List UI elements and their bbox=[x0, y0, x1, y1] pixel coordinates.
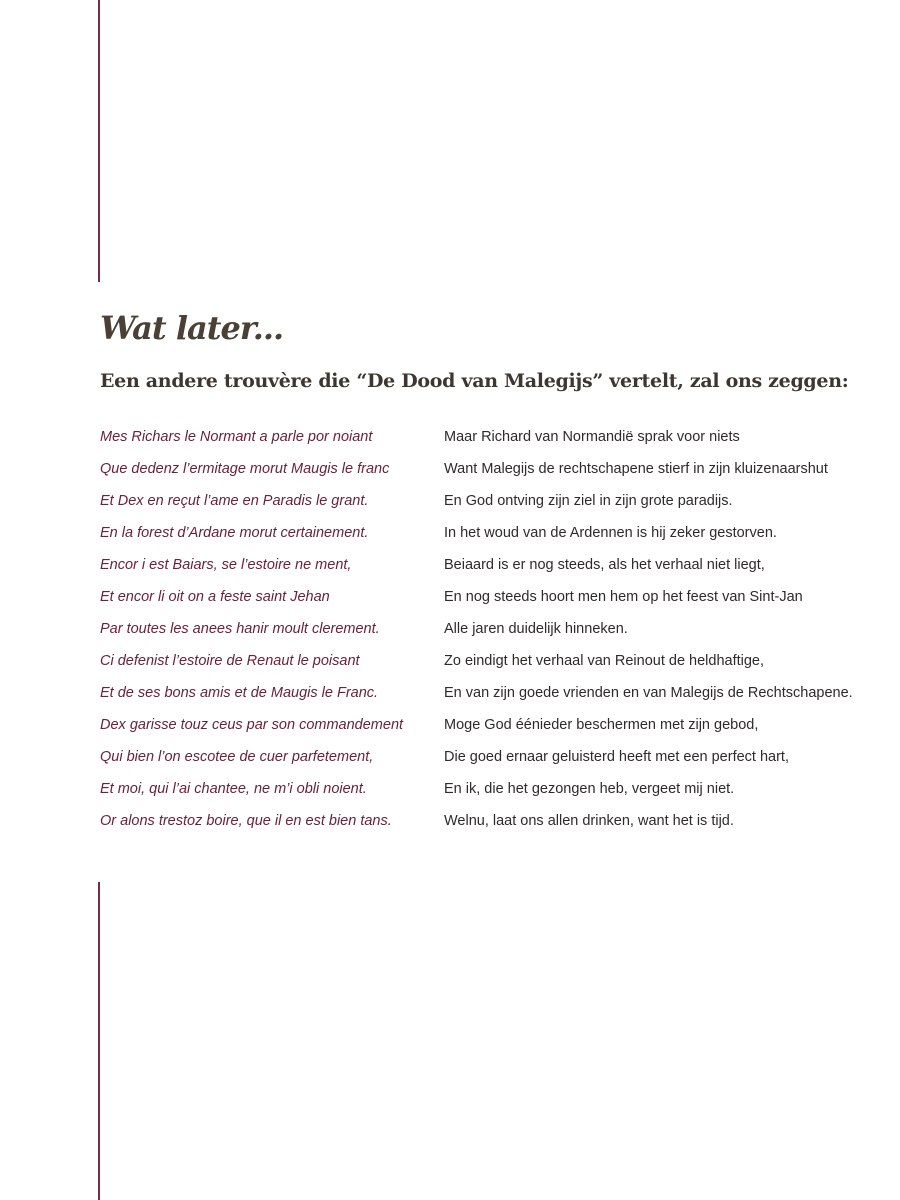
verse-row bbox=[100, 485, 860, 517]
dutch-translation: Zo eindigt het verhaal van Reinout de heldhaftige, bbox=[444, 653, 765, 669]
verse-row bbox=[100, 709, 860, 741]
page-title: Wat later... bbox=[100, 309, 284, 347]
verse-row bbox=[100, 517, 860, 549]
dutch-translation: En God ontving zijn ziel in zijn grote paradijs. bbox=[444, 493, 733, 509]
dutch-translation: En ik, die het gezongen heb, vergeet mij niet. bbox=[444, 781, 735, 797]
dutch-translation: In het woud van de Ardennen is hij zeker gestorven. bbox=[444, 525, 777, 541]
verse-row bbox=[100, 581, 860, 613]
dutch-translation: Moge God éénieder beschermen met zijn gebod, bbox=[444, 717, 759, 733]
old-french-verse: En la forest d’Ardane morut certainement. bbox=[100, 525, 369, 541]
left-margin-rule-top bbox=[98, 0, 100, 282]
dutch-translation: En nog steeds hoort men hem op het feest van Sint-Jan bbox=[444, 589, 803, 605]
old-french-verse: Et moi, qui l’ai chantee, ne m’i obli noient. bbox=[100, 781, 367, 797]
old-french-verse: Dex garisse touz ceus par son commandement bbox=[100, 717, 404, 733]
dutch-translation: Alle jaren duidelijk hinneken. bbox=[444, 621, 628, 637]
old-french-verse: Et Dex en reçut l’ame en Paradis le grant. bbox=[100, 493, 369, 509]
dutch-translation: Maar Richard van Normandië sprak voor niets bbox=[444, 429, 740, 445]
old-french-verse: Qui bien l’on escotee de cuer parfetement, bbox=[100, 749, 374, 765]
verse-row bbox=[100, 613, 860, 645]
verse-row bbox=[100, 805, 860, 837]
dutch-translation: Welnu, laat ons allen drinken, want het is tijd. bbox=[444, 813, 734, 829]
old-french-verse: Or alons trestoz boire, que il en est bien tans. bbox=[100, 813, 392, 829]
verse-row bbox=[100, 645, 860, 677]
dutch-translation: Die goed ernaar geluisterd heeft met een perfect hart, bbox=[444, 749, 789, 765]
old-french-verse: Encor i est Baiars, se l’estoire ne ment, bbox=[100, 557, 352, 573]
old-french-verse: Ci defenist l’estoire de Renaut le poisant bbox=[100, 653, 360, 669]
dutch-translation: Want Malegijs de rechtschapene stierf in zijn kluizenaarshut bbox=[444, 461, 828, 477]
old-french-verse: Que dedenz l’ermitage morut Maugis le franc bbox=[100, 461, 390, 477]
verse-row bbox=[100, 421, 860, 453]
old-french-verse: Et encor li oit on a feste saint Jehan bbox=[100, 589, 330, 605]
dutch-translation: En van zijn goede vrienden en van Malegijs de Rechtschapene. bbox=[444, 685, 853, 701]
old-french-verse: Par toutes les anees hanir moult clerement. bbox=[100, 621, 380, 637]
left-margin-rule-bottom bbox=[98, 882, 100, 1200]
verse-row bbox=[100, 773, 860, 805]
verse-row bbox=[100, 677, 860, 709]
verse-row bbox=[100, 453, 860, 485]
dutch-translation: Beiaard is er nog steeds, als het verhaal niet liegt, bbox=[444, 557, 765, 573]
page-subtitle: Een andere trouvère die “De Dood van Malegijs” vertelt, zal ons zeggen: bbox=[100, 370, 849, 392]
verse-table bbox=[100, 421, 860, 837]
old-french-verse: Et de ses bons amis et de Maugis le Franc. bbox=[100, 685, 379, 701]
verse-row bbox=[100, 549, 860, 581]
old-french-verse: Mes Richars le Normant a parle por noiant bbox=[100, 429, 373, 445]
verse-row bbox=[100, 741, 860, 773]
